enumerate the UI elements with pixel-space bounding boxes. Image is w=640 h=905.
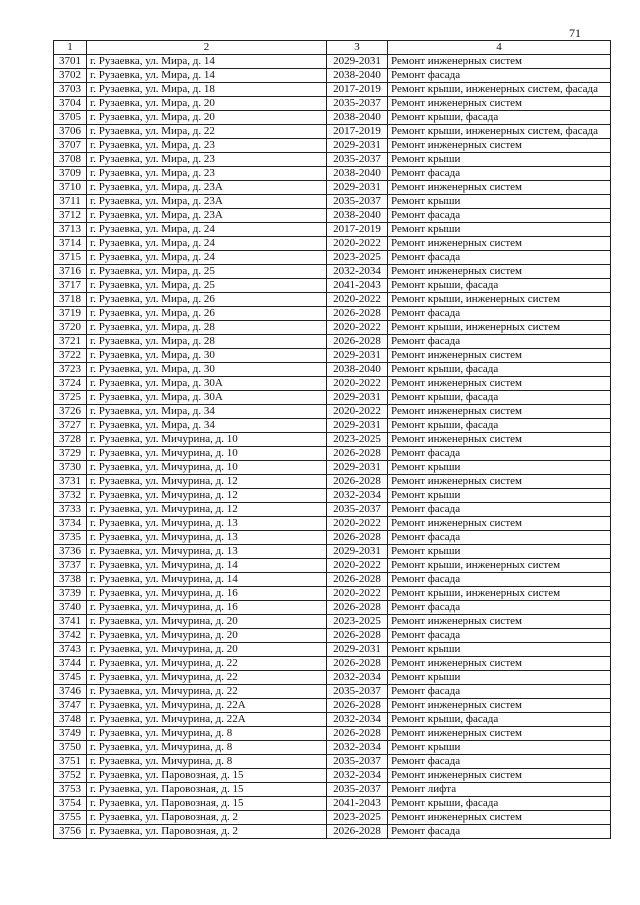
page-number: 71 (569, 26, 581, 40)
repair-schedule-table (53, 40, 611, 839)
address-cell: г. Рузаевка, ул. Мичурина, д. 12 (87, 475, 327, 489)
work-type-cell: Ремонт фасада (388, 755, 611, 769)
period-cell: 2029-2031 (327, 55, 388, 69)
work-type-cell: Ремонт крыши, фасада (388, 419, 611, 433)
period-cell: 2029-2031 (327, 349, 388, 363)
period-cell: 2017-2019 (327, 125, 388, 139)
table-row (54, 335, 611, 349)
address-cell: г. Рузаевка, ул. Мира, д. 23А (87, 181, 327, 195)
period-cell: 2038-2040 (327, 111, 388, 125)
row-number-cell: 3703 (54, 83, 87, 97)
period-cell: 2032-2034 (327, 671, 388, 685)
address-cell: г. Рузаевка, ул. Мира, д. 18 (87, 83, 327, 97)
period-cell: 2032-2034 (327, 489, 388, 503)
row-number-cell: 3747 (54, 699, 87, 713)
table-row (54, 125, 611, 139)
address-cell: г. Рузаевка, ул. Мира, д. 23 (87, 139, 327, 153)
address-cell: г. Рузаевка, ул. Мира, д. 22 (87, 125, 327, 139)
work-type-cell: Ремонт крыши, фасада (388, 713, 611, 727)
table-row (54, 167, 611, 181)
table-row (54, 153, 611, 167)
work-type-cell: Ремонт фасада (388, 531, 611, 545)
work-type-cell: Ремонт фасада (388, 167, 611, 181)
row-number-cell: 3731 (54, 475, 87, 489)
work-type-cell: Ремонт фасада (388, 629, 611, 643)
address-cell: г. Рузаевка, ул. Мичурина, д. 13 (87, 517, 327, 531)
row-number-cell: 3710 (54, 181, 87, 195)
row-number-cell: 3714 (54, 237, 87, 251)
work-type-cell: Ремонт инженерных систем (388, 699, 611, 713)
table-row (54, 741, 611, 755)
row-number-cell: 3715 (54, 251, 87, 265)
address-cell: г. Рузаевка, ул. Мичурина, д. 20 (87, 629, 327, 643)
table-row (54, 377, 611, 391)
work-type-cell: Ремонт инженерных систем (388, 811, 611, 825)
work-type-cell: Ремонт инженерных систем (388, 349, 611, 363)
period-cell: 2020-2022 (327, 405, 388, 419)
table-row (54, 769, 611, 783)
address-cell: г. Рузаевка, ул. Мира, д. 30А (87, 377, 327, 391)
work-type-cell: Ремонт фасада (388, 307, 611, 321)
work-type-cell: Ремонт крыши, фасада (388, 797, 611, 811)
table-row (54, 111, 611, 125)
period-cell: 2041-2043 (327, 797, 388, 811)
address-cell: г. Рузаевка, ул. Мичурина, д. 22 (87, 671, 327, 685)
table-row (54, 279, 611, 293)
work-type-cell: Ремонт инженерных систем (388, 265, 611, 279)
row-number-cell: 3706 (54, 125, 87, 139)
period-cell: 2029-2031 (327, 643, 388, 657)
address-cell: г. Рузаевка, ул. Мичурина, д. 13 (87, 545, 327, 559)
table-row (54, 265, 611, 279)
address-cell: г. Рузаевка, ул. Паровозная, д. 2 (87, 811, 327, 825)
address-cell: г. Рузаевка, ул. Мира, д. 24 (87, 251, 327, 265)
table-row (54, 517, 611, 531)
period-cell: 2029-2031 (327, 545, 388, 559)
work-type-cell: Ремонт инженерных систем (388, 727, 611, 741)
row-number-cell: 3720 (54, 321, 87, 335)
table-row (54, 643, 611, 657)
table-row (54, 545, 611, 559)
address-cell: г. Рузаевка, ул. Мира, д. 28 (87, 335, 327, 349)
period-cell: 2023-2025 (327, 251, 388, 265)
work-type-cell: Ремонт крыши, инженерных систем (388, 559, 611, 573)
row-number-cell: 3741 (54, 615, 87, 629)
table-row (54, 69, 611, 83)
period-cell: 2026-2028 (327, 335, 388, 349)
address-cell: г. Рузаевка, ул. Мичурина, д. 8 (87, 755, 327, 769)
table-row (54, 685, 611, 699)
period-cell: 2035-2037 (327, 755, 388, 769)
table-row (54, 713, 611, 727)
row-number-cell: 3732 (54, 489, 87, 503)
row-number-cell: 3727 (54, 419, 87, 433)
row-number-cell: 3750 (54, 741, 87, 755)
row-number-cell: 3725 (54, 391, 87, 405)
row-number-cell: 3722 (54, 349, 87, 363)
table-row (54, 195, 611, 209)
work-type-cell: Ремонт инженерных систем (388, 55, 611, 69)
period-cell: 2020-2022 (327, 377, 388, 391)
row-number-cell: 3713 (54, 223, 87, 237)
address-cell: г. Рузаевка, ул. Мира, д. 20 (87, 111, 327, 125)
address-cell: г. Рузаевка, ул. Мичурина, д. 22А (87, 699, 327, 713)
row-number-cell: 3745 (54, 671, 87, 685)
table-row (54, 797, 611, 811)
address-cell: г. Рузаевка, ул. Мира, д. 23 (87, 153, 327, 167)
row-number-cell: 3724 (54, 377, 87, 391)
table-row (54, 825, 611, 839)
address-cell: г. Рузаевка, ул. Мира, д. 28 (87, 321, 327, 335)
row-number-cell: 3749 (54, 727, 87, 741)
address-cell: г. Рузаевка, ул. Паровозная, д. 15 (87, 797, 327, 811)
period-cell: 2038-2040 (327, 363, 388, 377)
period-cell: 2020-2022 (327, 237, 388, 251)
table-row (54, 783, 611, 797)
address-cell: г. Рузаевка, ул. Паровозная, д. 15 (87, 783, 327, 797)
work-type-cell: Ремонт инженерных систем (388, 517, 611, 531)
address-cell: г. Рузаевка, ул. Мира, д. 25 (87, 265, 327, 279)
table-row (54, 405, 611, 419)
work-type-cell: Ремонт фасада (388, 685, 611, 699)
table-row (54, 447, 611, 461)
period-cell: 2035-2037 (327, 195, 388, 209)
work-type-cell: Ремонт инженерных систем (388, 237, 611, 251)
work-type-cell: Ремонт крыши (388, 461, 611, 475)
table-row (54, 503, 611, 517)
work-type-cell: Ремонт фасада (388, 69, 611, 83)
period-cell: 2029-2031 (327, 461, 388, 475)
period-cell: 2023-2025 (327, 811, 388, 825)
work-type-cell: Ремонт фасада (388, 573, 611, 587)
work-type-cell: Ремонт крыши (388, 741, 611, 755)
table-row (54, 55, 611, 69)
work-type-cell: Ремонт крыши (388, 545, 611, 559)
work-type-cell: Ремонт крыши (388, 489, 611, 503)
row-number-cell: 3744 (54, 657, 87, 671)
column-header: 4 (388, 41, 611, 55)
row-number-cell: 3751 (54, 755, 87, 769)
address-cell: г. Рузаевка, ул. Мичурина, д. 22 (87, 685, 327, 699)
period-cell: 2032-2034 (327, 769, 388, 783)
table-row (54, 559, 611, 573)
address-cell: г. Рузаевка, ул. Мира, д. 24 (87, 237, 327, 251)
work-type-cell: Ремонт инженерных систем (388, 657, 611, 671)
work-type-cell: Ремонт инженерных систем (388, 97, 611, 111)
row-number-cell: 3742 (54, 629, 87, 643)
period-cell: 2026-2028 (327, 475, 388, 489)
row-number-cell: 3755 (54, 811, 87, 825)
work-type-cell: Ремонт инженерных систем (388, 769, 611, 783)
table-row (54, 601, 611, 615)
address-cell: г. Рузаевка, ул. Мира, д. 23А (87, 209, 327, 223)
address-cell: г. Рузаевка, ул. Мира, д. 26 (87, 293, 327, 307)
row-number-cell: 3754 (54, 797, 87, 811)
table-row (54, 811, 611, 825)
work-type-cell: Ремонт фасада (388, 825, 611, 839)
address-cell: г. Рузаевка, ул. Мира, д. 26 (87, 307, 327, 321)
row-number-cell: 3717 (54, 279, 87, 293)
table-row (54, 139, 611, 153)
work-type-cell: Ремонт крыши (388, 223, 611, 237)
row-number-cell: 3735 (54, 531, 87, 545)
row-number-cell: 3705 (54, 111, 87, 125)
address-cell: г. Рузаевка, ул. Мичурина, д. 10 (87, 433, 327, 447)
row-number-cell: 3730 (54, 461, 87, 475)
table-row (54, 307, 611, 321)
table-row (54, 489, 611, 503)
table-row (54, 97, 611, 111)
address-cell: г. Рузаевка, ул. Мира, д. 14 (87, 69, 327, 83)
table-row (54, 671, 611, 685)
work-type-cell: Ремонт крыши, фасада (388, 363, 611, 377)
table-row (54, 209, 611, 223)
period-cell: 2023-2025 (327, 615, 388, 629)
row-number-cell: 3740 (54, 601, 87, 615)
address-cell: г. Рузаевка, ул. Мичурина, д. 20 (87, 615, 327, 629)
period-cell: 2032-2034 (327, 713, 388, 727)
address-cell: г. Рузаевка, ул. Паровозная, д. 2 (87, 825, 327, 839)
work-type-cell: Ремонт крыши, фасада (388, 111, 611, 125)
work-type-cell: Ремонт крыши, инженерных систем, фасада (388, 125, 611, 139)
row-number-cell: 3719 (54, 307, 87, 321)
work-type-cell: Ремонт крыши (388, 153, 611, 167)
row-number-cell: 3726 (54, 405, 87, 419)
table-row (54, 629, 611, 643)
work-type-cell: Ремонт фасада (388, 251, 611, 265)
row-number-cell: 3709 (54, 167, 87, 181)
address-cell: г. Рузаевка, ул. Мичурина, д. 13 (87, 531, 327, 545)
table-row (54, 223, 611, 237)
address-cell: г. Рузаевка, ул. Мичурина, д. 20 (87, 643, 327, 657)
period-cell: 2026-2028 (327, 825, 388, 839)
row-number-cell: 3716 (54, 265, 87, 279)
work-type-cell: Ремонт фасада (388, 447, 611, 461)
work-type-cell: Ремонт инженерных систем (388, 475, 611, 489)
row-number-cell: 3736 (54, 545, 87, 559)
period-cell: 2029-2031 (327, 139, 388, 153)
table-row (54, 83, 611, 97)
address-cell: г. Рузаевка, ул. Мичурина, д. 10 (87, 461, 327, 475)
period-cell: 2020-2022 (327, 321, 388, 335)
period-cell: 2038-2040 (327, 167, 388, 181)
work-type-cell: Ремонт инженерных систем (388, 377, 611, 391)
table-row (54, 699, 611, 713)
work-type-cell: Ремонт крыши, фасада (388, 391, 611, 405)
address-cell: г. Рузаевка, ул. Мира, д. 30 (87, 349, 327, 363)
work-type-cell: Ремонт крыши (388, 671, 611, 685)
period-cell: 2035-2037 (327, 153, 388, 167)
row-number-cell: 3746 (54, 685, 87, 699)
period-cell: 2026-2028 (327, 531, 388, 545)
period-cell: 2017-2019 (327, 223, 388, 237)
period-cell: 2029-2031 (327, 181, 388, 195)
work-type-cell: Ремонт крыши, инженерных систем (388, 321, 611, 335)
address-cell: г. Рузаевка, ул. Мичурина, д. 8 (87, 727, 327, 741)
table-row (54, 391, 611, 405)
work-type-cell: Ремонт фасада (388, 601, 611, 615)
row-number-cell: 3721 (54, 335, 87, 349)
row-number-cell: 3733 (54, 503, 87, 517)
row-number-cell: 3702 (54, 69, 87, 83)
period-cell: 2038-2040 (327, 209, 388, 223)
period-cell: 2020-2022 (327, 293, 388, 307)
row-number-cell: 3734 (54, 517, 87, 531)
address-cell: г. Рузаевка, ул. Мира, д. 30А (87, 391, 327, 405)
table-row (54, 573, 611, 587)
row-number-cell: 3728 (54, 433, 87, 447)
row-number-cell: 3753 (54, 783, 87, 797)
period-cell: 2029-2031 (327, 419, 388, 433)
address-cell: г. Рузаевка, ул. Мичурина, д. 12 (87, 489, 327, 503)
period-cell: 2032-2034 (327, 265, 388, 279)
period-cell: 2026-2028 (327, 629, 388, 643)
table-row (54, 293, 611, 307)
row-number-cell: 3704 (54, 97, 87, 111)
address-cell: г. Рузаевка, ул. Мира, д. 24 (87, 223, 327, 237)
period-cell: 2026-2028 (327, 307, 388, 321)
period-cell: 2020-2022 (327, 559, 388, 573)
work-type-cell: Ремонт крыши (388, 643, 611, 657)
table-row (54, 531, 611, 545)
row-number-cell: 3743 (54, 643, 87, 657)
address-cell: г. Рузаевка, ул. Паровозная, д. 15 (87, 769, 327, 783)
table-row (54, 433, 611, 447)
address-cell: г. Рузаевка, ул. Мичурина, д. 14 (87, 573, 327, 587)
period-cell: 2020-2022 (327, 517, 388, 531)
period-cell: 2041-2043 (327, 279, 388, 293)
address-cell: г. Рузаевка, ул. Мира, д. 30 (87, 363, 327, 377)
row-number-cell: 3711 (54, 195, 87, 209)
work-type-cell: Ремонт крыши, инженерных систем, фасада (388, 83, 611, 97)
row-number-cell: 3712 (54, 209, 87, 223)
table-row (54, 349, 611, 363)
work-type-cell: Ремонт инженерных систем (388, 615, 611, 629)
row-number-cell: 3708 (54, 153, 87, 167)
work-type-cell: Ремонт инженерных систем (388, 405, 611, 419)
work-type-cell: Ремонт инженерных систем (388, 433, 611, 447)
work-type-cell: Ремонт инженерных систем (388, 181, 611, 195)
table-row (54, 251, 611, 265)
address-cell: г. Рузаевка, ул. Мичурина, д. 16 (87, 587, 327, 601)
work-type-cell: Ремонт инженерных систем (388, 139, 611, 153)
period-cell: 2032-2034 (327, 741, 388, 755)
table-row (54, 363, 611, 377)
row-number-cell: 3723 (54, 363, 87, 377)
period-cell: 2035-2037 (327, 783, 388, 797)
period-cell: 2035-2037 (327, 97, 388, 111)
address-cell: г. Рузаевка, ул. Мира, д. 34 (87, 405, 327, 419)
table-header-row (54, 41, 611, 55)
period-cell: 2035-2037 (327, 503, 388, 517)
work-type-cell: Ремонт лифта (388, 783, 611, 797)
address-cell: г. Рузаевка, ул. Мира, д. 23 (87, 167, 327, 181)
table-row (54, 237, 611, 251)
address-cell: г. Рузаевка, ул. Мира, д. 25 (87, 279, 327, 293)
work-type-cell: Ремонт крыши, инженерных систем (388, 293, 611, 307)
period-cell: 2026-2028 (327, 699, 388, 713)
address-cell: г. Рузаевка, ул. Мира, д. 23А (87, 195, 327, 209)
period-cell: 2017-2019 (327, 83, 388, 97)
row-number-cell: 3729 (54, 447, 87, 461)
row-number-cell: 3738 (54, 573, 87, 587)
table-row (54, 419, 611, 433)
address-cell: г. Рузаевка, ул. Мичурина, д. 16 (87, 601, 327, 615)
work-type-cell: Ремонт крыши, инженерных систем (388, 587, 611, 601)
period-cell: 2026-2028 (327, 601, 388, 615)
work-type-cell: Ремонт фасада (388, 209, 611, 223)
table-row (54, 475, 611, 489)
table-row (54, 615, 611, 629)
address-cell: г. Рузаевка, ул. Мичурина, д. 12 (87, 503, 327, 517)
table-row (54, 461, 611, 475)
period-cell: 2026-2028 (327, 727, 388, 741)
address-cell: г. Рузаевка, ул. Мичурина, д. 22 (87, 657, 327, 671)
column-header: 2 (87, 41, 327, 55)
period-cell: 2035-2037 (327, 685, 388, 699)
work-type-cell: Ремонт крыши, фасада (388, 279, 611, 293)
period-cell: 2026-2028 (327, 573, 388, 587)
column-header: 3 (327, 41, 388, 55)
work-type-cell: Ремонт фасада (388, 503, 611, 517)
row-number-cell: 3707 (54, 139, 87, 153)
row-number-cell: 3718 (54, 293, 87, 307)
address-cell: г. Рузаевка, ул. Мира, д. 14 (87, 55, 327, 69)
address-cell: г. Рузаевка, ул. Мичурина, д. 22А (87, 713, 327, 727)
table-row (54, 755, 611, 769)
period-cell: 2023-2025 (327, 433, 388, 447)
period-cell: 2029-2031 (327, 391, 388, 405)
period-cell: 2026-2028 (327, 657, 388, 671)
column-header: 1 (54, 41, 87, 55)
table-row (54, 727, 611, 741)
address-cell: г. Рузаевка, ул. Мичурина, д. 14 (87, 559, 327, 573)
address-cell: г. Рузаевка, ул. Мичурина, д. 10 (87, 447, 327, 461)
table-row (54, 657, 611, 671)
table-row (54, 587, 611, 601)
address-cell: г. Рузаевка, ул. Мира, д. 34 (87, 419, 327, 433)
work-type-cell: Ремонт фасада (388, 335, 611, 349)
period-cell: 2038-2040 (327, 69, 388, 83)
row-number-cell: 3739 (54, 587, 87, 601)
row-number-cell: 3737 (54, 559, 87, 573)
address-cell: г. Рузаевка, ул. Мира, д. 20 (87, 97, 327, 111)
row-number-cell: 3748 (54, 713, 87, 727)
period-cell: 2026-2028 (327, 447, 388, 461)
table-row (54, 181, 611, 195)
row-number-cell: 3701 (54, 55, 87, 69)
row-number-cell: 3756 (54, 825, 87, 839)
table-row (54, 321, 611, 335)
row-number-cell: 3752 (54, 769, 87, 783)
address-cell: г. Рузаевка, ул. Мичурина, д. 8 (87, 741, 327, 755)
period-cell: 2020-2022 (327, 587, 388, 601)
table-body (54, 55, 611, 839)
work-type-cell: Ремонт крыши (388, 195, 611, 209)
